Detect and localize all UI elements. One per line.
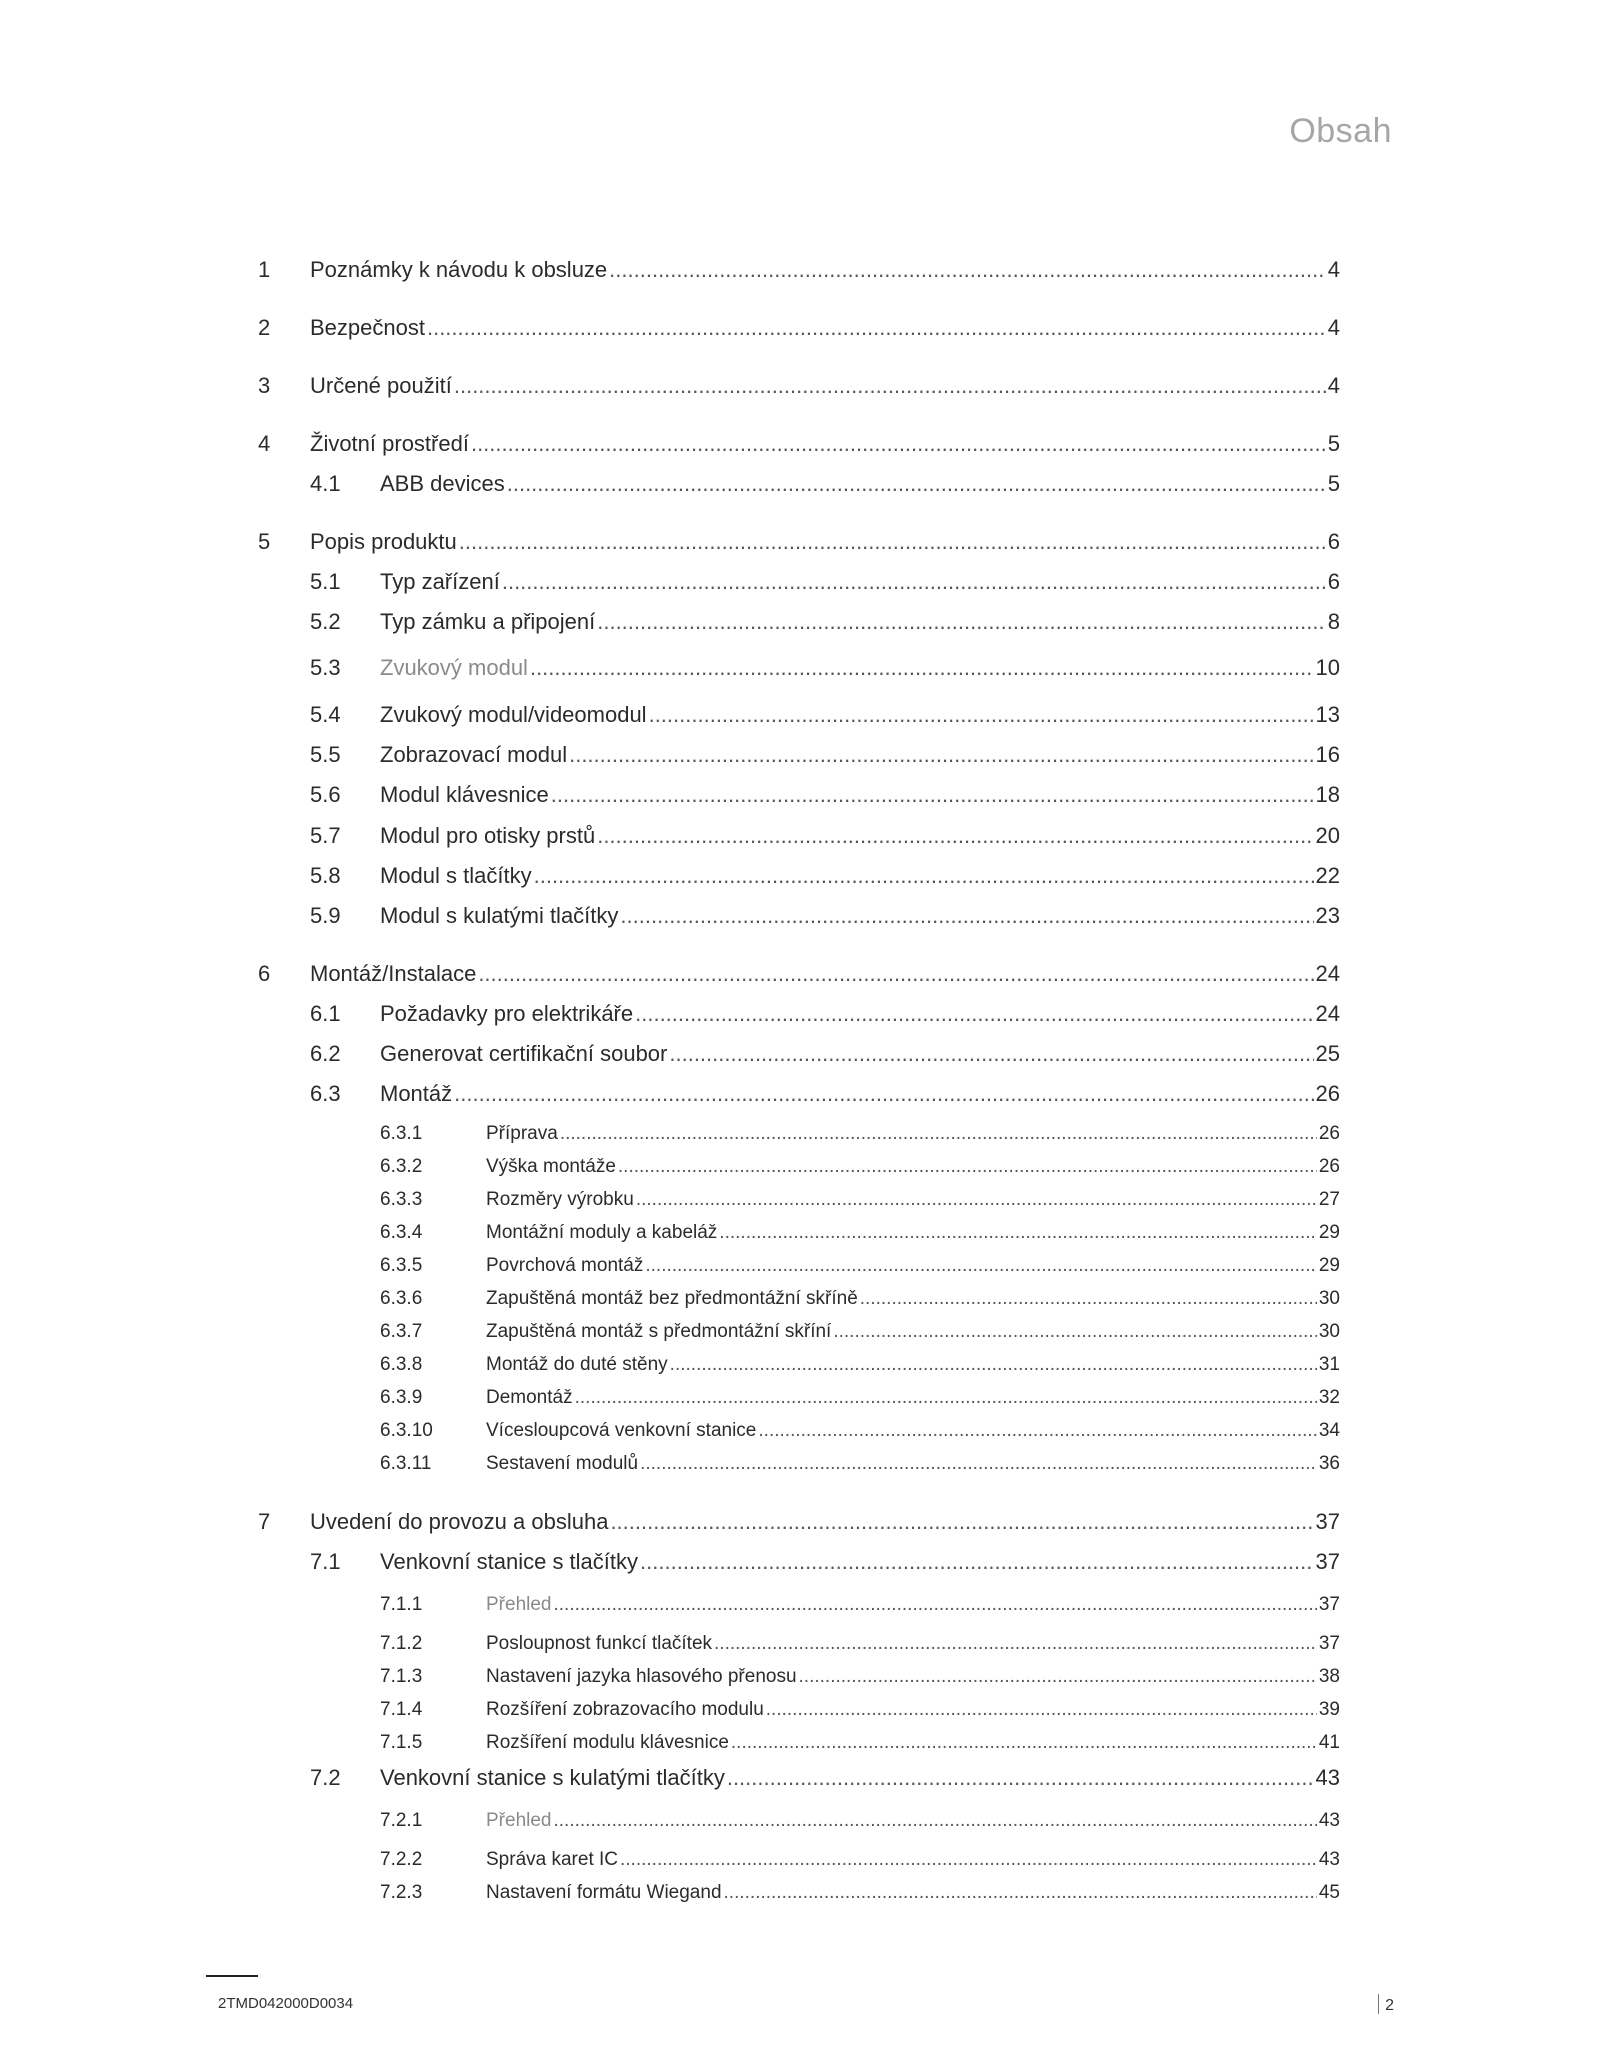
toc-number: 7.1.1 [380, 1594, 423, 1615]
toc-page: 45 [1318, 1882, 1340, 1903]
toc-title: Přehled [486, 1594, 552, 1615]
toc-number: 6.3.9 [380, 1387, 423, 1408]
toc-number: 7.2 [310, 1765, 341, 1790]
toc-title: Rozšíření zobrazovacího modulu [486, 1699, 764, 1720]
toc-page: 25 [1315, 1041, 1340, 1066]
toc-number: 7.2.3 [380, 1882, 423, 1903]
toc-page: 37 [1315, 1549, 1340, 1574]
toc-number: 6.3.6 [380, 1288, 423, 1309]
toc-title: Nastavení jazyka hlasového přenosu [486, 1666, 797, 1687]
toc-number: 5 [258, 529, 271, 554]
toc-number: 6.2 [310, 1041, 341, 1066]
toc-title: ABB devices [380, 471, 505, 496]
toc-title: Montážní moduly a kabeláž [486, 1222, 718, 1243]
toc-page: 16 [1315, 742, 1340, 767]
toc-title: Povrchová montáž [486, 1255, 644, 1276]
toc-page: 13 [1315, 702, 1340, 727]
toc-page: 5 [1327, 471, 1340, 496]
toc-title: Modul klávesnice [380, 782, 549, 807]
toc-page: 29 [1318, 1222, 1340, 1243]
toc-page: 32 [1318, 1387, 1340, 1408]
toc-title: Sestavení modulů [486, 1453, 639, 1474]
toc-title: Modul pro otisky prstů [380, 823, 596, 848]
toc-number: 6.3.8 [380, 1354, 423, 1375]
toc-title: Přehled [486, 1810, 552, 1831]
toc-page: 43 [1318, 1849, 1340, 1870]
toc-title: Zvukový modul [380, 655, 528, 680]
toc-title: Požadavky pro elektrikáře [380, 1001, 634, 1026]
toc-title: Bezpečnost [310, 315, 425, 340]
page-title: Obsah [1289, 112, 1392, 150]
toc-number: 7.2.2 [380, 1849, 423, 1870]
footer-rule [206, 1975, 258, 1977]
toc-title: Nastavení formátu Wiegand [486, 1882, 722, 1903]
toc-title: Zvukový modul/videomodul [380, 702, 647, 727]
toc-page: 30 [1318, 1321, 1340, 1342]
toc-number: 7.1 [310, 1549, 341, 1574]
toc-number: 6.3.5 [380, 1255, 423, 1276]
toc-number: 2 [258, 315, 271, 340]
toc-page: 38 [1318, 1666, 1340, 1687]
toc-page: 6 [1327, 569, 1340, 594]
toc-page: 37 [1318, 1633, 1340, 1654]
toc-number: 6 [258, 961, 271, 986]
toc-number: 4 [258, 431, 271, 456]
toc-page: 5 [1327, 431, 1340, 456]
toc-title: Modul s kulatými tlačítky [380, 903, 619, 928]
toc-title: Zapuštěná montáž bez předmontážní skříně [486, 1288, 858, 1309]
toc-title: Zobrazovací modul [380, 742, 568, 767]
toc-page: 29 [1318, 1255, 1340, 1276]
toc-title: Životní prostředí [310, 431, 469, 456]
toc-page: 30 [1318, 1288, 1340, 1309]
toc-number: 5.1 [310, 569, 341, 594]
toc-title: Montáž do duté stěny [486, 1354, 668, 1375]
toc-page: 4 [1327, 257, 1340, 282]
toc-number: 5.5 [310, 742, 341, 767]
toc-page: 36 [1318, 1453, 1340, 1474]
toc-page: 34 [1318, 1420, 1340, 1441]
toc-number: 6.3.1 [380, 1123, 423, 1144]
toc-title: Určené použití [310, 373, 452, 398]
toc-title: Rozšíření modulu klávesnice [486, 1732, 729, 1753]
page-number-separator [1378, 1994, 1379, 2014]
toc-page: 43 [1315, 1765, 1340, 1790]
toc-number: 5.4 [310, 702, 341, 727]
toc-number: 6.3.10 [380, 1420, 433, 1441]
toc-page: 26 [1315, 1081, 1340, 1106]
toc-number: 4.1 [310, 471, 341, 496]
toc-page: 37 [1318, 1594, 1340, 1615]
toc-page: 43 [1318, 1810, 1340, 1831]
toc-number: 6.3.3 [380, 1189, 423, 1210]
toc-number: 5.9 [310, 903, 341, 928]
toc-title: Venkovní stanice s tlačítky [380, 1549, 639, 1574]
toc-number: 5.7 [310, 823, 341, 848]
toc-number: 3 [258, 373, 271, 398]
page-number-value: 2 [1385, 1997, 1394, 2014]
toc-number: 7.1.4 [380, 1699, 423, 1720]
toc-title: Vícesloupcová venkovní stanice [486, 1420, 757, 1441]
toc-title: Poznámky k návodu k obsluze [310, 257, 608, 282]
toc-page: 4 [1327, 315, 1340, 340]
toc-number: 6.3.11 [380, 1453, 432, 1474]
toc-number: 6.3 [310, 1081, 341, 1106]
toc-title: Správa karet IC [486, 1849, 618, 1870]
toc-page: 24 [1315, 1001, 1340, 1026]
toc-page: 6 [1327, 529, 1340, 554]
toc-number: 6.1 [310, 1001, 341, 1026]
toc-title: Montáž/Instalace [310, 961, 477, 986]
toc-page: 37 [1315, 1509, 1340, 1534]
page-number [1378, 1994, 1394, 2015]
toc-page: 23 [1315, 903, 1340, 928]
toc-number: 5.8 [310, 863, 341, 888]
toc-page: 4 [1327, 373, 1340, 398]
toc-title: Montáž [380, 1081, 453, 1106]
toc-page: 41 [1318, 1732, 1340, 1753]
toc-number: 7.1.2 [380, 1633, 423, 1654]
toc-title: Demontáž [486, 1387, 573, 1408]
toc-page: 18 [1315, 782, 1340, 807]
toc-number: 6.3.2 [380, 1156, 423, 1177]
toc-page: 26 [1318, 1156, 1340, 1177]
toc-title: Typ zařízení [380, 569, 500, 594]
toc-title: Popis produktu [310, 529, 457, 554]
toc-number: 1 [258, 257, 271, 282]
toc-title: Typ zámku a připojení [380, 609, 596, 634]
toc-number: 7 [258, 1509, 271, 1534]
toc-page: 10 [1315, 655, 1340, 680]
toc-page: 39 [1318, 1699, 1340, 1720]
toc-page: 31 [1318, 1354, 1340, 1375]
toc-number: 5.6 [310, 782, 341, 807]
toc-title: Uvedení do provozu a obsluha [310, 1509, 609, 1534]
toc-page: 8 [1327, 609, 1340, 634]
toc-number: 6.3.4 [380, 1222, 423, 1243]
toc-number: 7.2.1 [380, 1810, 423, 1831]
toc-title: Výška montáže [486, 1156, 616, 1177]
toc-page: 22 [1315, 863, 1340, 888]
toc-number: 5.2 [310, 609, 341, 634]
toc-title: Zapuštěná montáž s předmontážní skříní [486, 1321, 832, 1342]
toc-title: Rozměry výrobku [486, 1189, 634, 1210]
toc-page: 27 [1318, 1189, 1340, 1210]
toc-number: 7.1.5 [380, 1732, 423, 1753]
toc-page: 20 [1315, 823, 1340, 848]
toc-title: Modul s tlačítky [380, 863, 532, 888]
toc-title: Venkovní stanice s kulatými tlačítky [380, 1765, 725, 1790]
toc-title: Generovat certifikační soubor [380, 1041, 668, 1066]
toc-title: Posloupnost funkcí tlačítek [486, 1633, 713, 1654]
toc-number: 6.3.7 [380, 1321, 423, 1342]
toc-title: Příprava [486, 1123, 558, 1144]
toc-page: 24 [1315, 961, 1340, 986]
toc-page: 26 [1318, 1123, 1340, 1144]
toc-number: 5.3 [310, 655, 341, 680]
toc-number: 7.1.3 [380, 1666, 423, 1687]
document-code: 2TMD042000D0034 [218, 1995, 354, 2012]
